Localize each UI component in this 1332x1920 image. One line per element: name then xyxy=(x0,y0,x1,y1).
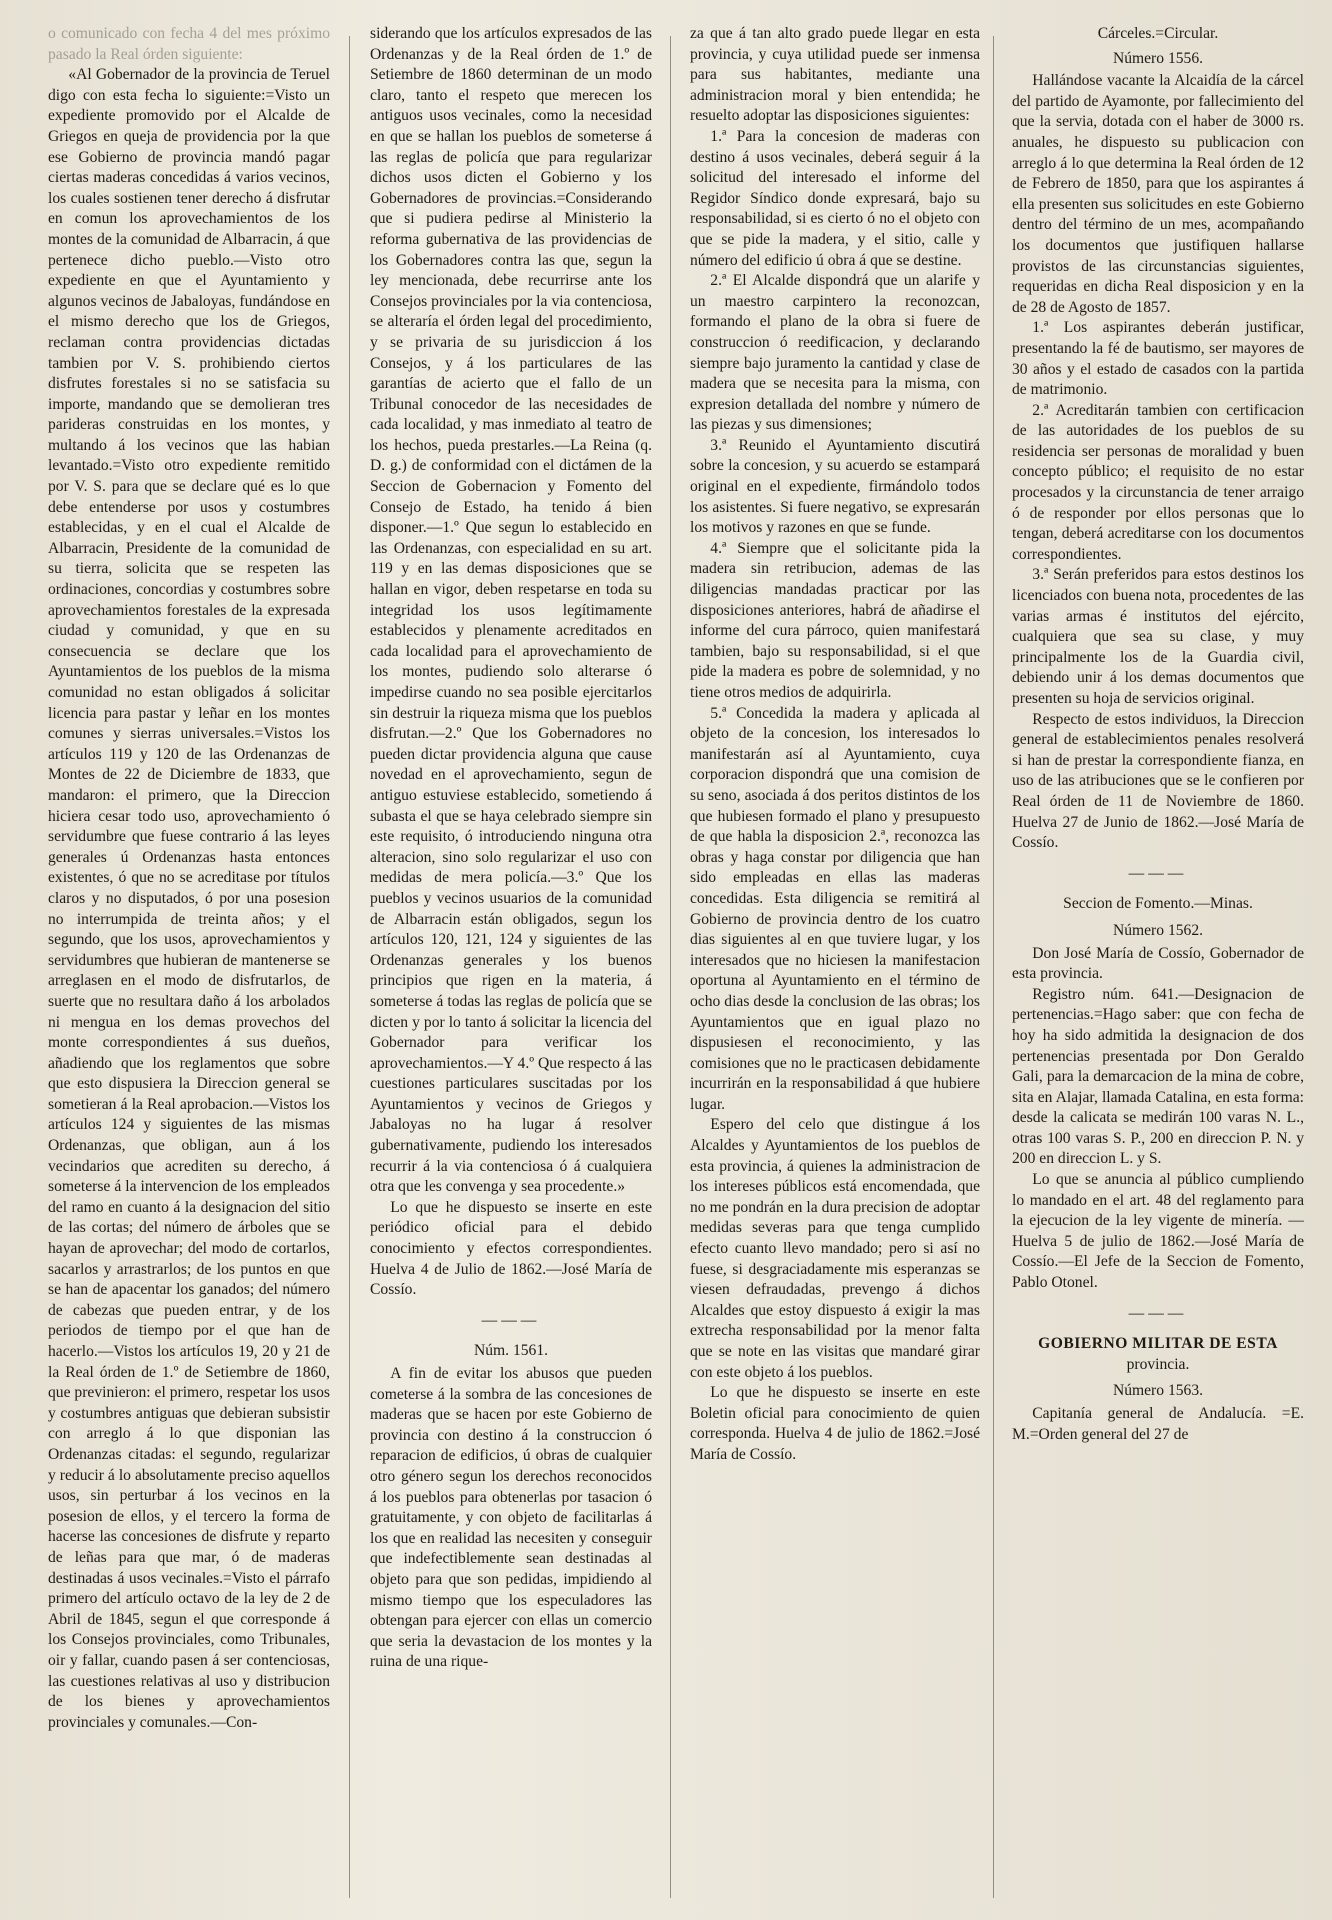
requirement-1: 1.ª Los aspirantes deberán justificar, presentando la fé de bautismo, ser mayores de 30 años y el estado de casados con la partida de matrimonio. xyxy=(1012,319,1304,399)
governor-line: Don José María de Cossío, Gobernador de esta provincia. xyxy=(1012,944,1304,983)
section-divider: ——— xyxy=(1128,1304,1188,1322)
column-rule xyxy=(349,36,350,1898)
section-title: Seccion de Fomento.—Minas. xyxy=(1063,895,1253,913)
royal-order-text: «Al Gobernador de la provincia de Teruel digo con esta fecha lo siguiente:=Visto un expediente promovido por el Alcalde de Griegos en queja de providencia por la que ese Gobierno de provincia mandó pagar ciertas maderas concedidas á varios vecinos, los cuales sostienen tener derecho á disfrutar en comun los aprovechamientos de los montes de la comunidad de Albarracin, á que pertenece dicho pueblo.—Visto otro expediente en que el Ayuntamiento y algunos vecinos de Jabaloyas, fundándose en el mismo derecho que los de Griegos, reclaman contra providencias dictadas tambien por V. S. prohibiendo ciertos disfrutes forestales si no se satisfacia su importe, mandando que se demolieran tres parideras construidas en los montes, y multando á los vecinos que las habian levantado.=Visto otro expediente remitido por V. S. para que se declare qué es lo que debe entenderse por usos y costumbres establecidas, y en el cual el Alcalde de Albarracin, Presidente de la comunidad de su tierra, solicita que se respeten las ordinaciones, concordias y costumbres sobre aprovechamientos forestales de la expresada ciudad y comunidad, y que en su consecuencia se declare que los Ayuntamientos de los pueblos de la misma comunidad no estan obligados á solicitar licencia para pastar y leñar en los montes comunes y sierras universales.=Vistos los artículos 119 y 120 de las Ordenanzas de Montes de 22 de Diciembre de 1833, que mandaron: el primero, que la Direccion hiciera cesar todo uso, aprovechamiento ó servidumbre que fuese contrario á las leyes generales ú Ordenanzas hasta entonces existentes, ó que no se acreditase por títulos claros y no disputados, ó por una posesion no interrumpida de treinta años; y el segundo, que los usos, aprovechamientos y servidumbres que hubieran de mantenerse se arreglasen en el modo de disfrutarlos, de suerte que no resultara daño á los arbolados ni mengua en los demas provechos del monte correspondientes á sus dueños, añadiendo que los reglamentos que sobre que esto dispusiera la Direccion general se sometieran á la Real aprobacion.—Vistos los artículos 124 y siguientes de las mismas Ordenanzas, que obligan, aun á los vecindarios que acrediten su derecho, á someterse á la intervencion de los empleados del ramo en cuanto á la designacion del sitio de las cortas; del número de árboles que se hayan de aprovechar; del modo de cortarlos, sacarlos y arrastrarlos; de los puntos en que se han de apacentar los ganados; del número de cabezas que pueden entrar, y de los periodos de tiempo por el que han de hacerlo.—Vistos los artículos 19, 20 y 21 de la Real órden de 1.º de Setiembre de 1860, que previnieron: el primero, respetar los usos y costumbres antiguas que debieran subsistir con arreglo á lo que disponian las Ordenanzas citadas: el segundo, regularizar y reducir á lo absolutamente preciso aquellos usos, sin perturbar á los vecinos en la posesion de ellos, y el tercero la forma de hacerse las concesiones de disfrute y reparto de leñas para que mar, ó de maderas destinadas á usos vecinales.=Visto el párrafo primero del artículo octavo de la ley de 2 de Abril de 1845, segun el que corresponde á los Consejos provinciales, como Tribunales, oir y fallar, cuando pasen á ser contenciosas, las cuestiones relativas al uso y distribucion de los bienes y aprovechamientos provinciales y comunales.—Con- xyxy=(48,66,330,1731)
mining-registry-text: Registro núm. 641.—Designacion de pertenencias.=Hago saber: que con fecha de hoy ha sido admitida la designacion de dos pertenencias presentada por Don Geraldo Gali, para la demarcacion de la mina de cobre, sita en Alajar, llamada Catalina, en esta forma: desde la calicata se medirán 100 varas N. L., otras 100 varas S. P., 200 en direccion P. N. y 200 en direccion L. y S. xyxy=(1012,985,1304,1168)
section-divider: ——— xyxy=(481,1311,541,1329)
column-rule xyxy=(670,36,671,1898)
section-subtitle: provincia. xyxy=(1126,1355,1190,1373)
provision-4: 4.ª Siempre que el solicitante pida la madera sin retribucion, ademas de las diligencias mandadas practicar por las disposiciones anteriores, habrá de añadirse el informe del cura párroco, quien manifestará tambien, bajo su responsabilidad, si el que pide la madera es pobre de solemnidad, y no tiene otros medios de adquirirla. xyxy=(690,539,980,701)
notice-number: Número 1563. xyxy=(1112,1382,1204,1400)
provision-2: 2.ª El Alcalde dispondrá que un alarife y un maestro carpintero la reconozcan, formando el plano de la obra si fuere de construccion ó reedificacion, y declarando siempre bajo juramento la cantidad y clase de madera que se necesita para la misma, con expresion detallada del nombre y número de las piezas y sus dimensiones; xyxy=(690,272,980,434)
notice-number: Número 1562. xyxy=(1112,921,1204,939)
column-3 xyxy=(690,24,980,1902)
column-rule xyxy=(993,36,994,1898)
section-title: GOBIERNO MILITAR DE ESTA xyxy=(1038,1335,1278,1353)
provision-3: 3.ª Reunido el Ayuntamiento discutirá sobre la concesion, y su acuerdo se estampará original en el expediente, firmándolo todos los asistentes. Si fuere negativo, se expresarán los motivos y razones en que se funde. xyxy=(690,436,980,537)
provision-5: 5.ª Concedida la madera y aplicada al objeto de la concesion, los interesados lo manifestarán así al Ayuntamiento, cuya corporacion dispondrá que una comision de su seno, asociada á dos peritos distintos de los que hubiesen formado el plano y presupuesto de que habla la disposicion 2.ª, reconozca las obras y haga constar por diligencia que han sido empleadas en ellas las maderas concedidas. Esta diligencia se remitirá al Gobierno de provincia dentro de los cuatro dias siguientes al en que tuviere lugar, y los interesados que no hiciesen la manifestacion oportuna al Ayuntamiento en el término de ocho dias desde la conclusion de las obras; los Ayuntamientos que en igual plazo no dispusiesen el reconocimiento, y las comisiones que no le practicasen debidamente incurrirán en la responsabilidad á que hubiere lugar. xyxy=(690,704,980,1113)
provision-1: 1.ª Para la concesion de maderas con destino á usos vecinales, deberá seguir á la solicitud del interesado el informe del Regidor Síndico donde expresará, bajo su responsabilidad, si es cierto ó no el objeto con que se pide la madera, y el sitio, calle y número del edificio ú obra á que se destine. xyxy=(690,127,980,269)
jail-vacancy-text: Hallándose vacante la Alcaidía de la cárcel del partido de Ayamonte, por fallecimiento del que la servia, dotada con el haber de 3000 rs. anuales, he dispuesto su publicacion con arreglo á lo que determina la Real órden de 12 de Febrero de 1850, para que los aspirantes á ella presenten sus solicitudes en este Gobierno dentro del término de un mes, acompañando los documentos que justifiquen hallarse provistos de las circunstancias siguientes, requeridas en dicha Real disposicion y en la de 28 de Agosto de 1857. xyxy=(1012,72,1304,316)
column-2 xyxy=(370,24,652,1902)
vacancy-closing: Respecto de estos individuos, la Direccion general de establecimientos penales resolverá si han de prestar la correspondiente fianza, en uso de las atribuciones que se le confieren por Real órden de 11 de Noviembre de 1860. Huelva 27 de Junio de 1862.—José María de Cossío. xyxy=(1012,710,1304,852)
column-1 xyxy=(48,24,330,1902)
military-order-text: Capitanía general de Andalucía. =E. M.=Orden general del 27 de xyxy=(1012,1405,1304,1443)
section-divider: ——— xyxy=(1128,864,1188,882)
closing-paragraph: Espero del celo que distingue á los Alcaldes y Ayuntamientos de los pueblos de esta provincia, á quienes la administracion de los intereses públicos está encomendada, que no me pondrán en la dura precision de adoptar medidas severas para que tenga cumplido efecto cuanto llevo mandado; pero si así no fuese, si desgraciadamente mis esperanzas se viesen defraudadas, prevengo á dichos Alcaldes que estoy dispuesto á exigir la mas extrecha responsabilidad por la menor falta que se note en las visitas que mandaré girar con este objeto á los pueblos. xyxy=(690,1116,980,1381)
mining-announcement: Lo que se anuncia al público cumpliendo lo mandado en el art. 48 del reglamento para la ejecucion de la ley vigente de minería. —Huelva 5 de julio de 1862.—José María de Cossío.—El Jefe de la Seccion de Fomento, Pablo Otonel. xyxy=(1012,1171,1304,1292)
faded-intro: o comunicado con fecha 4 del mes próximo pasado la Real órden siguiente: xyxy=(48,25,330,63)
publication-note: Lo que he dispuesto se inserte en este periódico oficial para el debido conocimiento y efectos correspondientes. Huelva 4 de Julio de 1862.—José María de Cossío. xyxy=(370,1198,652,1299)
requirement-2: 2.ª Acreditarán tambien con certificacion de las autoridades de los pueblos de su residencia ser personas de moralidad y buen concepto público; el requisito de no estar procesados y la circunstancia de tener arraigo ó de responder por ellos personas que lo tengan, deberá acreditarse con los documentos correspondientes. xyxy=(1012,401,1304,563)
requirement-3: 3.ª Serán preferidos para estos destinos los licenciados con buena nota, procedentes de las varias armas é institutos del ejército, cualquiera que sea su clase, y muy principalmente los de la Guardia civil, debiendo unir á los demas documentos que presenten su hoja de servicios original. xyxy=(1012,566,1304,707)
notice-number: Núm. 1561. xyxy=(473,1342,549,1360)
publication-note: Lo que he dispuesto se inserte en este Boletin oficial para conocimiento de quien corresponda. Huelva 4 de julio de 1862.=José María de Cossío. xyxy=(690,1384,980,1463)
timber-notice-continuation: za que á tan alto grado puede llegar en esta provincia, y cuya utilidad puede ser inmensa para sus habitantes, mediante una administracion moral y bien entendida; he resuelto adoptar las disposiciones siguientes: xyxy=(690,25,980,125)
notice-number: Número 1556. xyxy=(1112,49,1204,67)
section-title: Cárceles.=Circular. xyxy=(1097,25,1219,42)
column-4 xyxy=(1012,24,1304,1902)
timber-notice-text: A fin de evitar los abusos que pueden cometerse á la sombra de las concesiones de maderas que se hacen por este Gobierno de provincia con destino á la construccion ó reparacion de edificios, ú obras de cualquier otro género segun los derechos reconocidos á los pueblos para obtenerlas por tasacion ó gratuitamente, y con objeto de facilitarlas á los que en realidad las necesiten y conseguir que indefectiblemente sean destinadas al objeto para que son pedidas, impidiendo al mismo tiempo que los especuladores las obtengan para ejercer con ellas un comercio que seria la devastacion de los montes y la ruina de una rique- xyxy=(370,1365,652,1671)
royal-order-continuation: siderando que los artículos expresados de las Ordenanzas y de la Real órden de 1.º de Setiembre de 1860 determinan de un modo claro, tanto el respeto que merecen los antiguos usos vecinales, como la necesidad en que se hallan los pueblos de someterse á las reglas de policía que para regularizar dichos usos dicten el Gobierno y los Gobernadores de provincias.=Considerando que si pudiera pedirse al Ministerio la reforma gubernativa de las providencias de los Gobernadores contra las que, segun la ley mencionada, debe recurrirse ante los Consejos provinciales por la via contenciosa, se alteraría el órden legal del procedimiento, y se privaria de su jurisdiccion á los Consejos, y á los particulares de las garantías de acierto que el fallo de un Tribunal conocedor de las necesidades de cada localidad, y mas inmediato al teatro de los hechos, pueda prestarles.—La Reina (q. D. g.) de conformidad con el dictámen de la Seccion de Gobernacion y Fomento del Consejo de Estado, ha tenido á bien disponer.—1.º Que segun lo establecido en las Ordenanzas, con especialidad en su art. 119 y en las demas disposiciones que se hallan en vigor, deben respetarse en toda su integridad los usos legítimamente establecidos y plenamente acreditados en cada localidad para el aprovechamiento de los montes, pudiendo solo alterarse ó impedirse cuando no sea posible ejercitarlos sin destruir la riqueza misma que los pueblos disfrutan.—2.º Que los Gobernadores no pueden dictar providencia alguna que cause novedad en el aprovechamiento, segun de antiguo estuviese establecido, sometiendo á subasta el que se haya celebrado siempre sin este requisito, ó introduciendo ninguna otra alteracion, sino solo regularizar el uso con medidas de mera policía.—3.º Que los pueblos y vecinos usuarios de la comunidad de Albarracin están obligados, segun los artículos 120, 121, 124 y siguientes de las Ordenanzas generales y los buenos principios que rigen en la materia, á someterse á todas las reglas de policía que se dicten y por lo tanto á solicitar la licencia del Gobernador para verificar los aprovechamientos.—Y 4.º Que respecto á las cuestiones particulares suscitadas por los Ayuntamientos y vecinos de Griegos y Jabaloyas no ha lugar á resolver gubernativamente, pudiendo los interesados recurrir á la via contenciosa ó á cualquiera otra que les convenga y sea procedente.» xyxy=(370,25,652,1196)
